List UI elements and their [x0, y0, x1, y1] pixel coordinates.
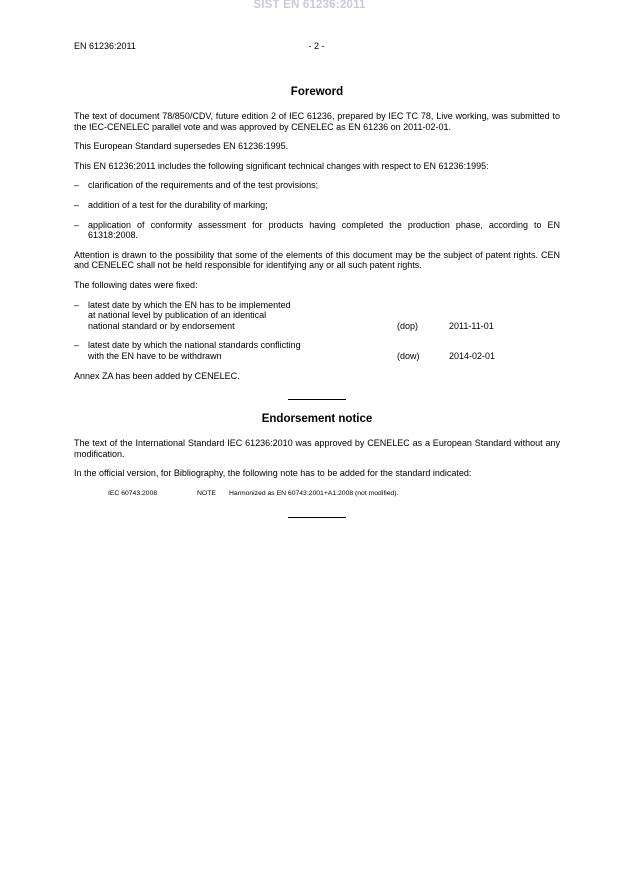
date-value: 2011-11-01 [449, 320, 494, 331]
bullet-item [74, 180, 560, 191]
date-description-line: with the EN have to be withdrawn [88, 350, 222, 361]
endorsement-title: Endorsement notice [261, 413, 373, 426]
foreword-title: Foreword [290, 86, 344, 98]
date-description-line: national standard or by endorsement [88, 320, 235, 331]
document-body [74, 85, 560, 518]
bullet-dash: – [74, 299, 80, 310]
note-reference: IEC 60743:2008 [108, 489, 158, 497]
foreword-paragraph-5: The following dates were fixed: [74, 279, 198, 290]
foreword-paragraph-2: This European Standard supersedes EN 61236:1995. [74, 141, 289, 152]
bullet-item [74, 220, 560, 241]
bullet-dash: – [74, 340, 80, 351]
bullet-item [74, 200, 560, 211]
bullet-text: application of conformity assessment for products having completed the production phase, according to EN 61318:2008. [88, 219, 560, 241]
date-value: 2014-02-01 [449, 350, 496, 361]
bullet-text: clarification of the requirements and of the test provisions; [88, 180, 319, 191]
endorsement-paragraph-1: The text of the International Standard IEC 61236:2010 was approved by CENELEC as a European Standard without any modification. [74, 438, 560, 459]
bullet-dash: – [74, 180, 80, 191]
date-abbreviation: (dop) [397, 320, 419, 331]
foreword-paragraph-1: The text of document 78/850/CDV, future edition 2 of IEC 61236, prepared by IEC TC 78, Live working, was submitted to the IEC-CENELEC parallel vote and was approved by CENELEC as EN 61236 on 2011-02-01. [74, 111, 560, 132]
bibliography-note [74, 489, 560, 498]
foreword-paragraph-3: This EN 61236:2011 includes the following significant technical changes with respect to EN 61236:1995: [74, 160, 489, 171]
foreword-paragraph-6: Annex ZA has been added by CENELEC. [74, 370, 240, 381]
header-page-number: - 2 - [308, 41, 325, 51]
date-description-line: at national level by publication of an identical [88, 310, 267, 321]
date-row-dop [74, 300, 560, 332]
note-text: Harmonized as EN 60743:2001+A1:2008 (not modified). [229, 489, 399, 497]
date-row-dow [74, 340, 560, 361]
foreword-paragraph-4: Attention is drawn to the possibility that some of the elements of this document may be the subject of patent rights. CEN and CENELEC shall not be held responsible for identifying any or all such patent rights. [74, 249, 560, 271]
bullet-text: addition of a test for the durability of marking; [88, 199, 268, 210]
date-description-line: latest date by which the EN has to be implemented [88, 299, 291, 310]
endorsement-paragraph-2: In the official version, for Bibliography, the following note has to be added for the standard indicated: [74, 468, 472, 479]
bullet-dash: – [74, 199, 80, 210]
header-doc-id: EN 61236:2011 [74, 41, 136, 51]
bullet-dash: – [74, 219, 80, 230]
section-divider [288, 517, 346, 518]
watermark: SIST EN 61236:2011 [253, 0, 366, 11]
note-label: NOTE [197, 489, 216, 497]
date-abbreviation: (dow) [397, 350, 420, 361]
date-description-line: latest date by which the national standards conflicting [88, 340, 301, 351]
